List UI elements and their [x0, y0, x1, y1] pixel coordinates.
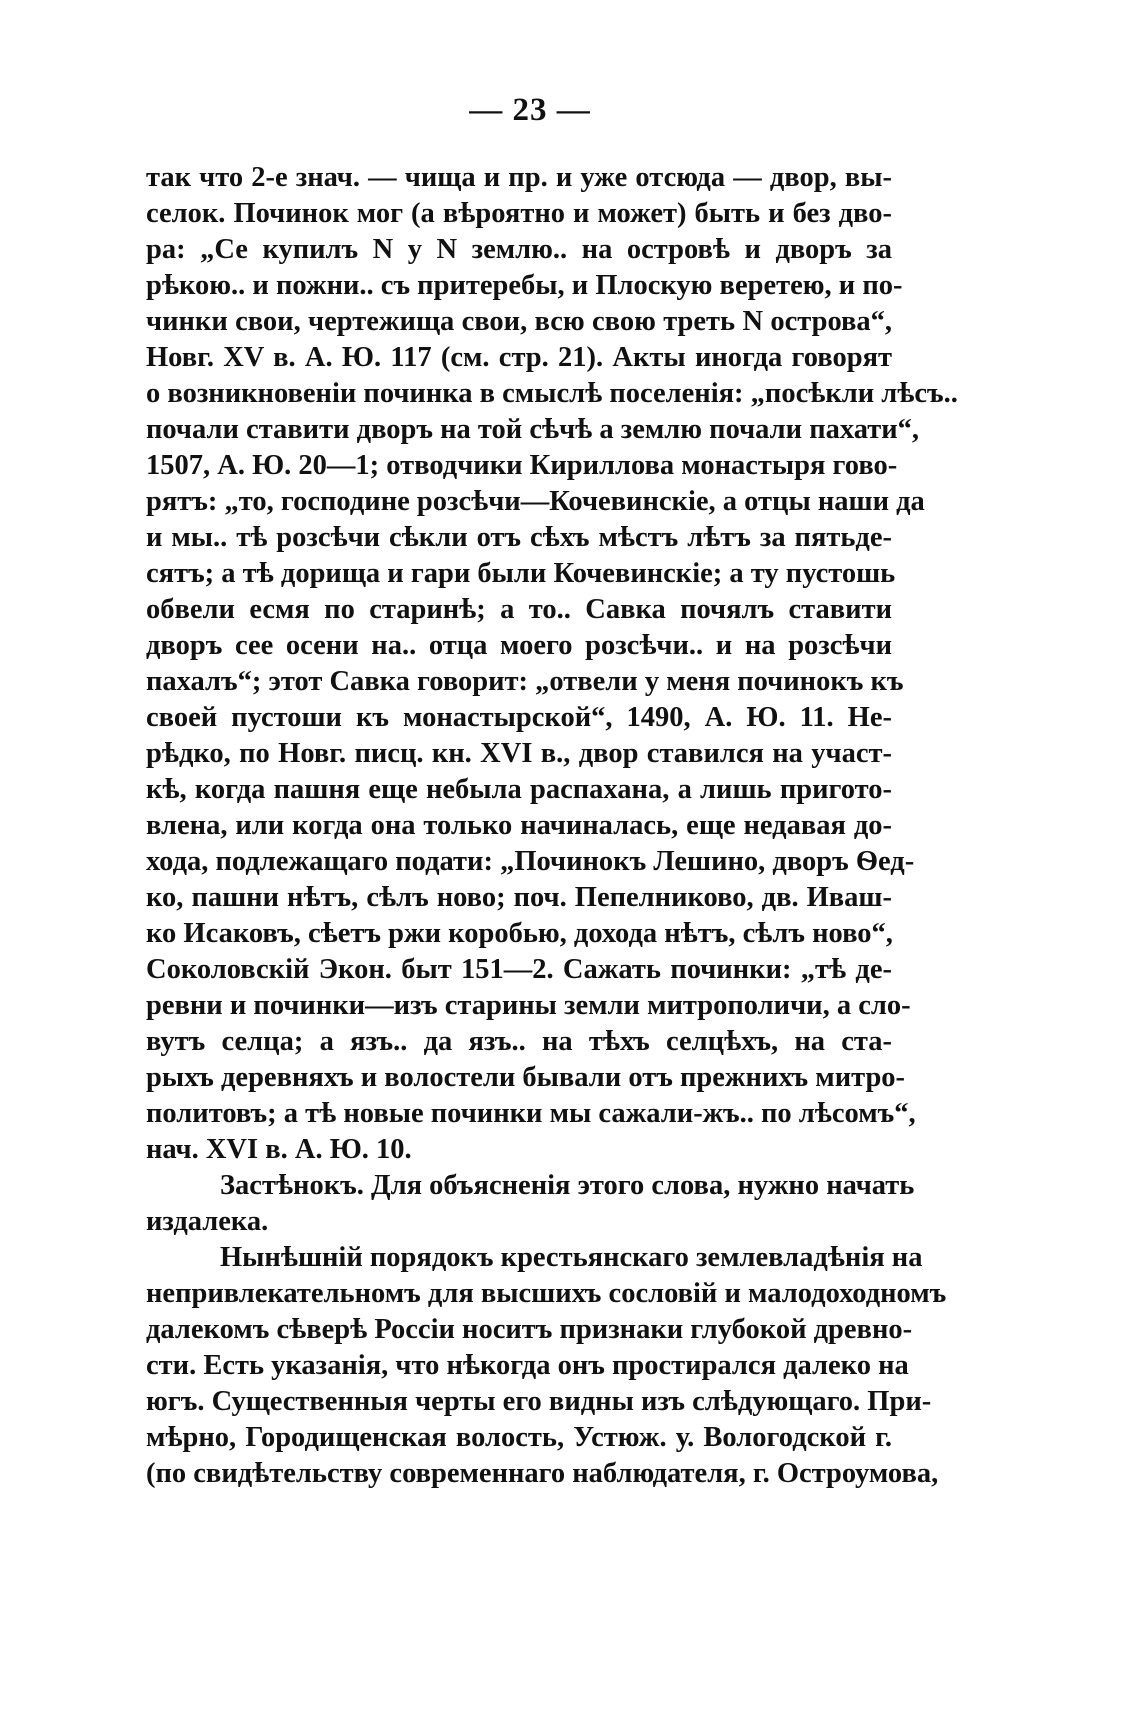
text-line: почали ставити дворъ на той сѣчѣ а землю почали пахати“, — [146, 414, 920, 445]
text-line: хода, подлежащаго подати: „Починокъ Лешино, дворъ Ѳед- — [146, 846, 915, 877]
text-line: далекомъ сѣверѣ Россіи носитъ признаки глубокой древно- — [146, 1314, 913, 1345]
text-line: ко, пашни нѣтъ, сѣлъ ново; поч. Пепелниково, дв. Иваш- — [146, 882, 892, 913]
text-line: вутъ селца; а язъ.. да язъ.. на тѣхъ селцѣхъ, на ста- — [146, 1026, 892, 1057]
text-line: и мы.. тѣ розсѣчи сѣкли отъ сѣхъ мѣстъ лѣтъ за пятьде- — [146, 522, 892, 553]
text-line: мѣрно, Городищенская волость, Устюж. у. Вологодской г. — [146, 1422, 892, 1453]
text-line: 1507, А. Ю. 20—1; отводчики Кириллова монастыря гово- — [146, 450, 898, 481]
text-line: непривлекательномъ для высшихъ сословій и малодоходномъ — [146, 1278, 947, 1309]
text-line: нач. XVI в. А. Ю. 10. — [146, 1134, 412, 1165]
text-line: влена, или когда она только начиналась, еще недавая до- — [146, 810, 892, 841]
text-line: Новг. XV в. А. Ю. 117 (см. стр. 21). Акты иногда говорят — [146, 342, 892, 373]
text-line: издалека. — [146, 1206, 269, 1237]
paragraph-start: Нынѣшній порядокъ крестьянскаго землевладѣнія на — [220, 1242, 923, 1273]
text-line: рѣкою.. и пожни.. съ притеребы, и Плоскую веретею, и по- — [146, 270, 903, 301]
text-line: пахалъ“; этот Савка говорит: „отвели у меня починокъ къ — [146, 666, 904, 697]
text-line: чинки свои, чертежища свои, всю свою треть N острова“, — [146, 306, 892, 337]
text-line: так что 2-е знач. — чища и пр. и уже отсюда — двор, вы- — [146, 162, 892, 193]
text-line: сятъ; а тѣ дорища и гари были Кочевинскіе; а ту пустошь — [146, 558, 896, 589]
page-number: — 23 — — [469, 92, 591, 128]
text-line: ко Исаковъ, сѣетъ ржи коробью, дохода нѣтъ, сѣлъ ново“, — [146, 918, 893, 949]
text-line: сти. Есть указанія, что нѣкогда онъ простирался далеко на — [146, 1350, 909, 1381]
text-line: рыхъ деревняхъ и волостели бывали отъ прежнихъ митро- — [146, 1062, 906, 1093]
text-line: рятъ: „то, господине розсѣчи—Кочевинскіе, а отцы наши да — [146, 486, 925, 517]
text-line: кѣ, когда пашня еще небыла распахана, а лишь пригото- — [146, 774, 892, 805]
text-line: Соколовскій Экон. быт 151—2. Сажать починки: „тѣ де- — [146, 954, 892, 985]
text-line: югъ. Существенныя черты его видны изъ слѣдующаго. При- — [146, 1386, 932, 1417]
body-text — [146, 160, 958, 1492]
paragraph-start: Застѣнокъ. Для объясненія этого слова, нужно начать — [220, 1170, 915, 1201]
text-line: о возникновеніи починка в смыслѣ поселенія: „посѣкли лѣсъ.. — [146, 378, 958, 409]
text-line: дворъ сее осени на.. отца моего розсѣчи.. и на розсѣчи — [146, 630, 892, 661]
text-line: рѣдко, по Новг. писц. кн. XVI в., двор ставился на участ- — [146, 738, 892, 769]
text-line: обвели есмя по старинѣ; а то.. Савка почялъ ставити — [146, 594, 892, 625]
text-line: политовъ; а тѣ новые починки мы сажали-жъ.. по лѣсомъ“, — [146, 1098, 916, 1129]
text-line: селок. Починок мог (а вѣроятно и может) быть и без дво- — [146, 198, 892, 229]
text-line: (по свидѣтельству современнаго наблюдателя, г. Остроумова, — [146, 1458, 939, 1489]
text-line: ревни и починки—изъ старины земли митрополичи, а сло- — [146, 990, 911, 1021]
text-line: своей пустоши къ монастырской“, 1490, А. Ю. 11. Не- — [146, 702, 892, 733]
text-line: ра: „Се купилъ N у N землю.. на островѣ и дворъ за — [146, 234, 892, 265]
